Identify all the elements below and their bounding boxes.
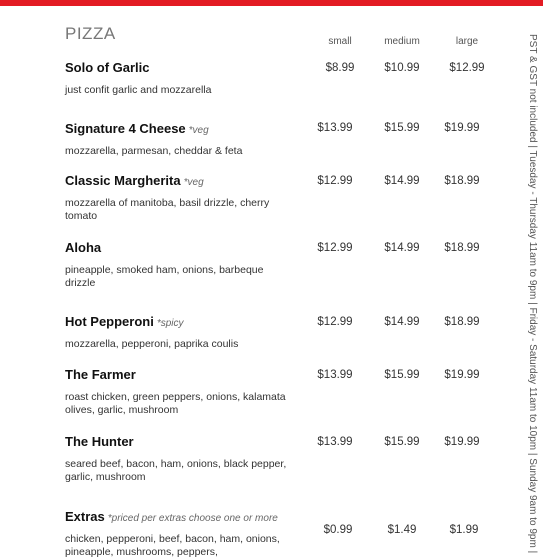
price-small: $0.99 <box>323 524 353 536</box>
item-note: *spicy <box>156 318 184 329</box>
item-name: Hot Pepperoni <box>65 314 154 329</box>
item-name: Signature 4 Cheese <box>65 121 186 136</box>
price-small: $12.99 <box>317 175 353 187</box>
price-medium: $14.99 <box>384 316 420 328</box>
item-description: mozzarella, parmesan, cheddar & feta <box>65 145 243 157</box>
size-header-large: large <box>455 36 479 47</box>
price-small: $13.99 <box>317 436 353 448</box>
section-title: PIZZA <box>65 24 116 43</box>
size-header-medium: medium <box>384 36 420 47</box>
item-description: mozzarella, pepperoni, paprika coulis <box>65 338 239 350</box>
side-hours-notice: PST & GST not included | Tuesday - Thursday 11am to 9pm | Friday - Saturday 11am to 10pm | Sunday 9am to 9pm | <box>527 34 538 554</box>
price-medium: $15.99 <box>384 436 420 448</box>
menu-page <box>0 6 543 560</box>
item-description: roast chicken, green peppers, onions, kalamata olives, garlic, mushroom <box>65 391 286 416</box>
item-description: mozzarella of manitoba, basil drizzle, cherry tomato <box>65 197 270 222</box>
item-note: *veg <box>183 177 204 188</box>
price-medium: $15.99 <box>384 369 420 381</box>
price-large: $18.99 <box>444 175 480 187</box>
price-large: $18.99 <box>444 242 480 254</box>
price-small: $12.99 <box>317 316 353 328</box>
item-name: The Hunter <box>65 434 134 449</box>
price-medium: $10.99 <box>384 62 420 74</box>
price-large: $19.99 <box>444 369 480 381</box>
price-large: $18.99 <box>444 316 480 328</box>
price-medium: $15.99 <box>384 122 420 134</box>
price-small: $13.99 <box>317 122 353 134</box>
item-name: Classic Margherita <box>65 173 181 188</box>
item-description: just confit garlic and mozzarella <box>65 84 212 96</box>
price-small: $12.99 <box>317 242 353 254</box>
item-description: pineapple, smoked ham, onions, barbeque drizzle <box>65 264 264 289</box>
price-large: $19.99 <box>444 436 480 448</box>
item-name: The Farmer <box>65 367 136 382</box>
price-small: $13.99 <box>317 369 353 381</box>
price-large: $12.99 <box>449 62 485 74</box>
price-medium: $1.49 <box>387 524 417 536</box>
size-header-small: small <box>328 36 352 47</box>
price-large: $1.99 <box>449 524 479 536</box>
item-name: Solo of Garlic <box>65 60 150 75</box>
price-medium: $14.99 <box>384 242 420 254</box>
item-name: Extras <box>65 509 105 524</box>
price-large: $19.99 <box>444 122 480 134</box>
item-description: seared beef, bacon, ham, onions, black pepper, garlic, mushroom <box>65 458 287 483</box>
item-description: chicken, pepperoni, beef, bacon, ham, onions, pineapple, mushrooms, peppers, <box>65 533 280 558</box>
price-small: $8.99 <box>325 62 355 74</box>
price-medium: $14.99 <box>384 175 420 187</box>
item-name: Aloha <box>65 240 102 255</box>
item-note: *veg <box>188 125 209 136</box>
item-note: *priced per extras choose one or more <box>107 513 278 524</box>
